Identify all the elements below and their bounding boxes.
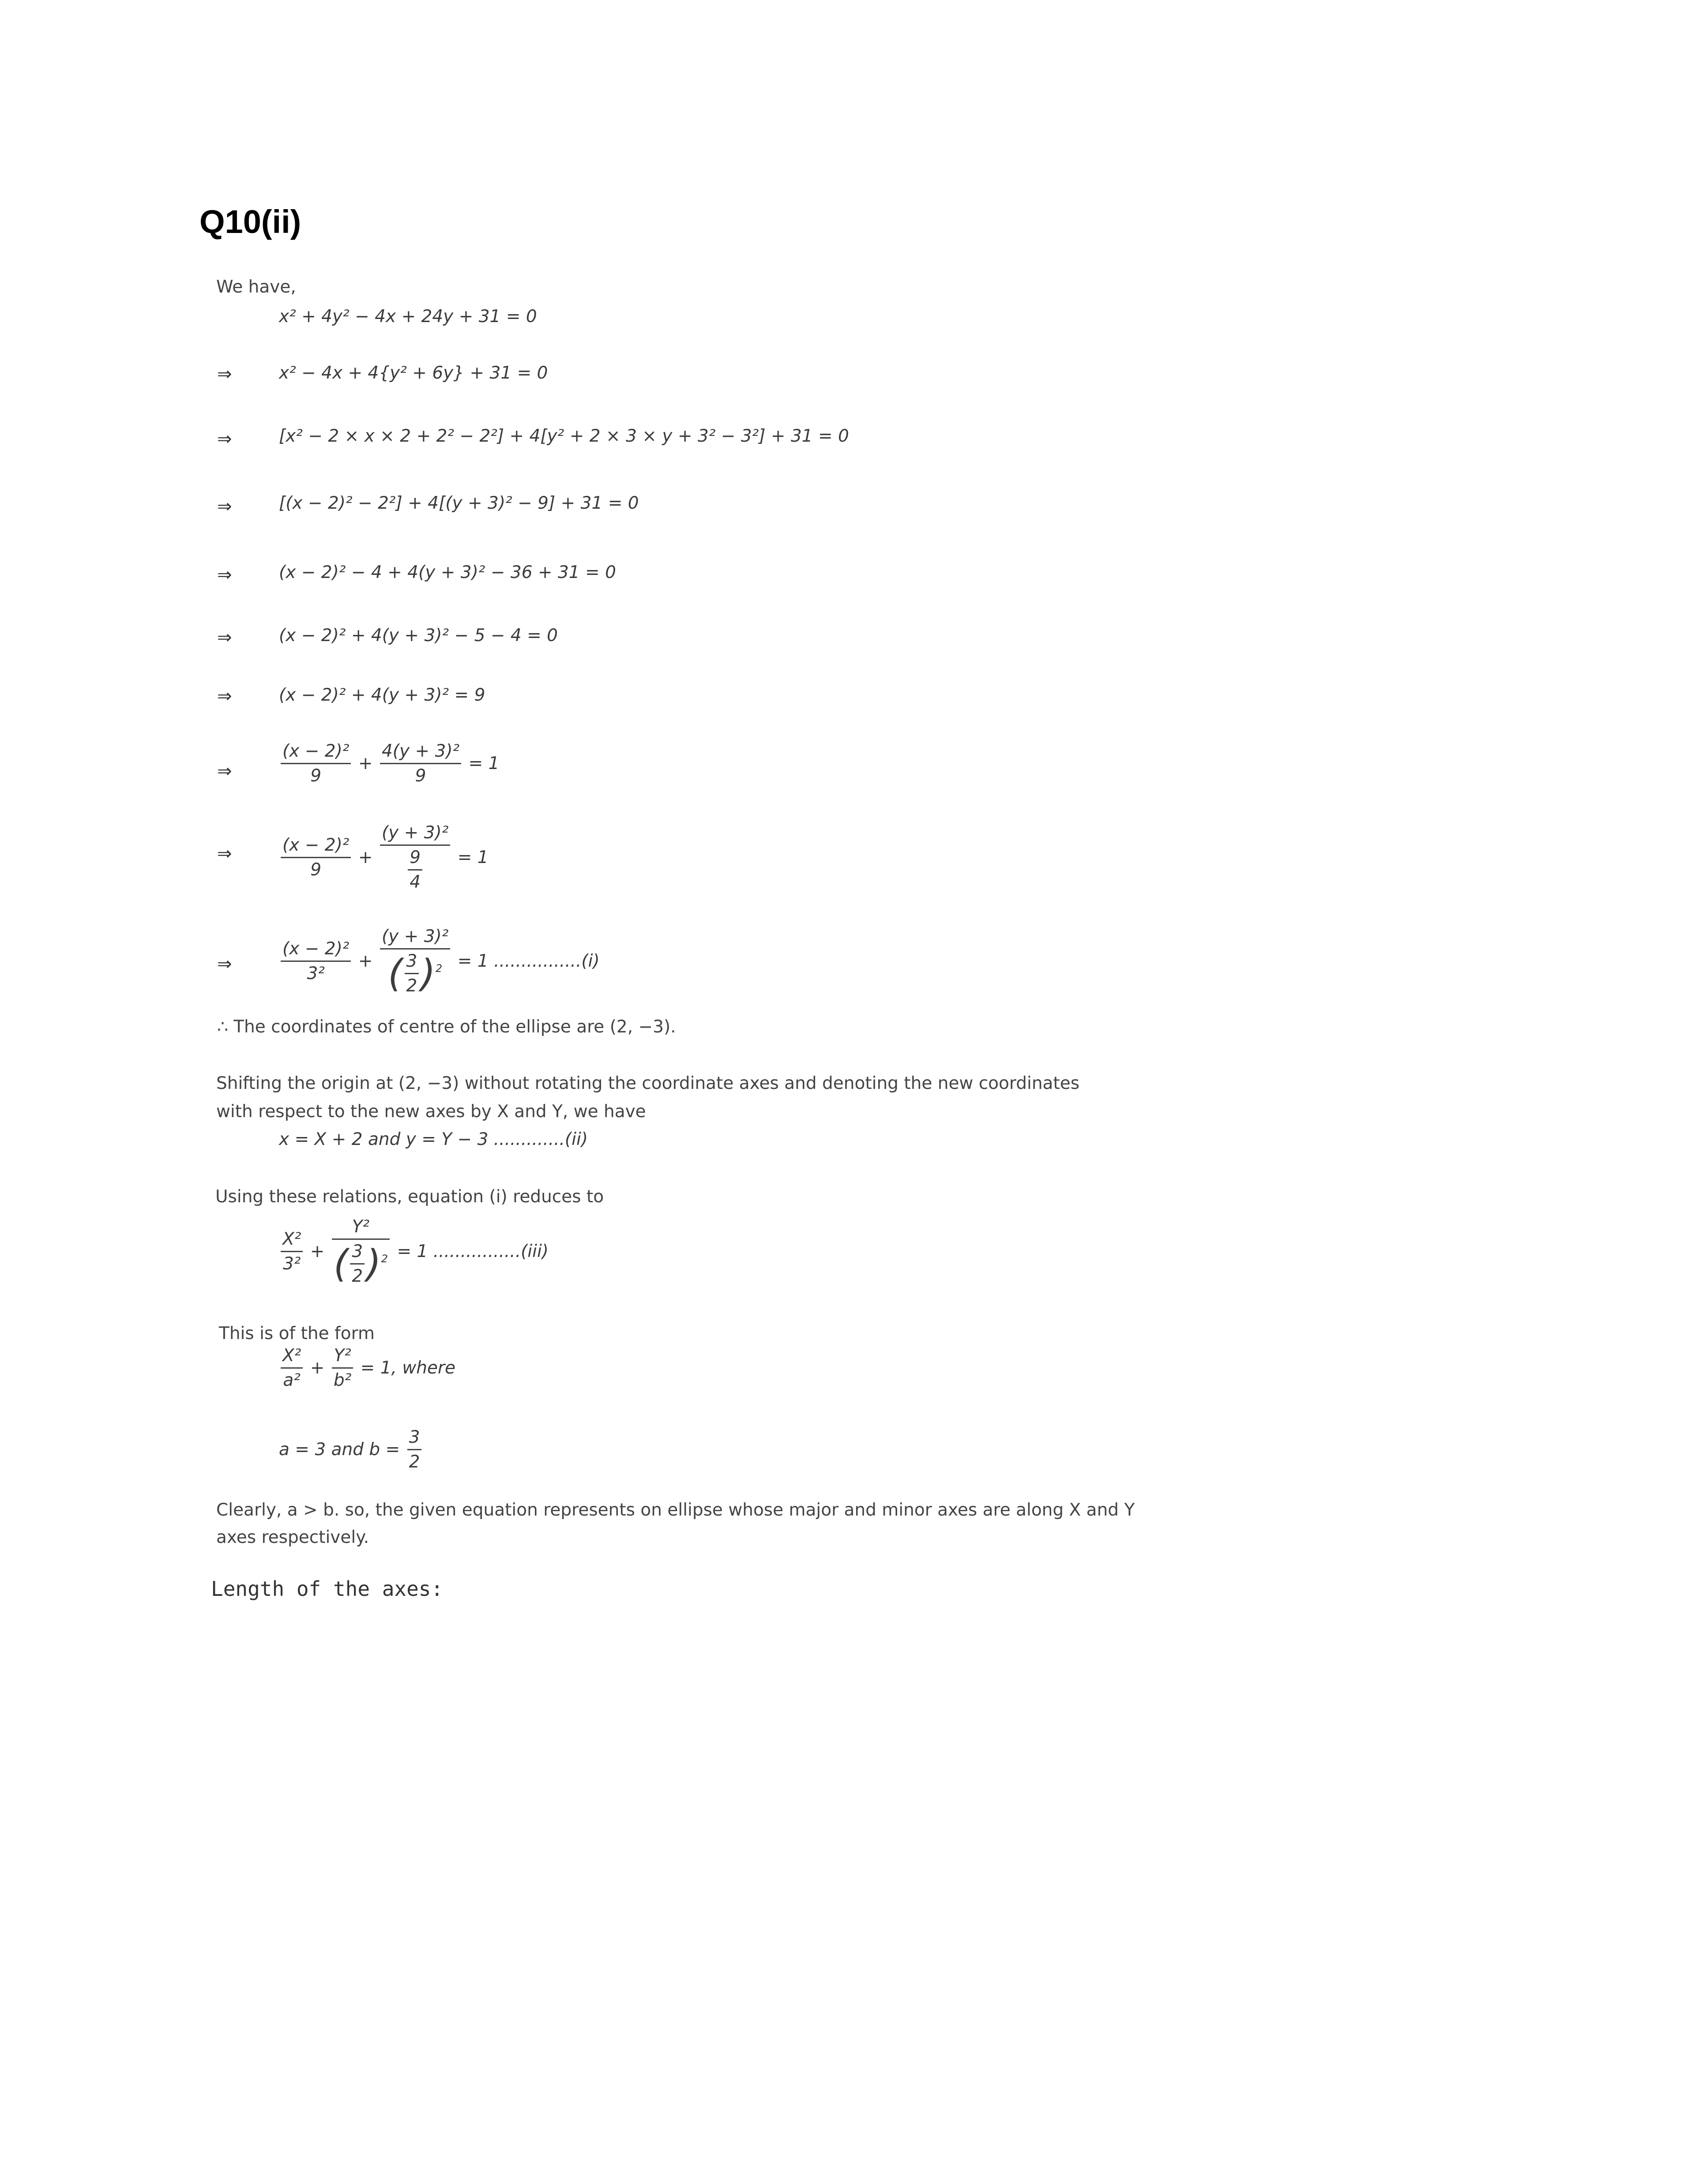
- form-text: This is of the form: [219, 1324, 375, 1343]
- equation-step-1: x² − 4x + 4{y² + 6y} + 31 = 0: [279, 363, 548, 383]
- equation-step-2: [x² − 2 × x × 2 + 2² − 2²] + 4[y² + 2 × 3 × y + 3² − 3²] + 31 = 0: [279, 426, 849, 446]
- implies-arrow-8: ⇒: [217, 844, 232, 864]
- fraction: Y² ( $\frac{3}{2}$ )$^2$: [332, 1217, 390, 1286]
- using-relations-text: Using these relations, equation (i) reduces to: [215, 1187, 604, 1207]
- nested-fraction: $\frac{9}{4}$: [408, 848, 422, 892]
- shift-line-2: with respect to the new axes by X and Y, we have: [216, 1102, 646, 1122]
- equation-step-4: (x − 2)² − 4 + 4(y + 3)² − 36 + 31 = 0: [279, 563, 616, 582]
- question-title: Q10(ii): [199, 203, 301, 240]
- implies-arrow-6: ⇒: [217, 686, 232, 706]
- fraction: $\frac{\text{(y + 3)²}}{\frac{9}{4}}$: [380, 823, 450, 892]
- standard-form-equation: $\frac{\text{X²}}{\text{a²}}$ + $\frac{\text{Y²}}{\text{b²}}$ = 1, where: [279, 1346, 455, 1390]
- equation-given: x² + 4y² − 4x + 24y + 31 = 0: [279, 307, 537, 326]
- fraction: $\frac{\text{X²}}{\text{3²}}$: [281, 1229, 303, 1274]
- fraction: $\frac{\text{(x − 2)²}}{\text{3²}}$: [281, 939, 351, 983]
- fraction: $\frac{\text{Y²}}{\text{b²}}$: [332, 1346, 353, 1390]
- fraction: $\frac{\text{(x − 2)²}}{9}$: [281, 835, 351, 880]
- equation-step-6: (x − 2)² + 4(y + 3)² = 9: [279, 685, 485, 705]
- parenthesized-fraction: ( $\frac{3}{2}$ )$^2$: [388, 951, 443, 996]
- implies-arrow-9: ⇒: [217, 954, 232, 974]
- fraction: $\frac{3}{2}$: [407, 1427, 422, 1472]
- clearly-line-2: axes respectively.: [216, 1527, 369, 1547]
- intro-text: We have,: [216, 277, 296, 297]
- shift-equation: x = X + 2 and y = Y − 3 .............(ii): [279, 1130, 588, 1149]
- implies-arrow-1: ⇒: [217, 364, 232, 384]
- clearly-line-1: Clearly, a > b. so, the given equation represents on ellipse whose major and minor axes are along X and Y: [216, 1500, 1135, 1520]
- fraction: $\frac{\text{4(y + 3)²}}{9}$: [380, 741, 461, 786]
- fraction: $\frac{\text{X²}}{\text{a²}}$: [281, 1346, 303, 1390]
- equation-step-7: $\frac{\text{(x − 2)²}}{9}$ + $\frac{\text{4(y + 3)²}}{9}$ = 1: [279, 741, 499, 786]
- reduced-equation: $\frac{\text{X²}}{\text{3²}}$ + Y² ( $\frac{3}{2}$ )$^2$ = 1 ................(iii): [279, 1217, 549, 1286]
- implies-arrow-5: ⇒: [217, 627, 232, 648]
- implies-arrow-7: ⇒: [217, 761, 232, 781]
- centre-statement: ∴ The coordinates of centre of the ellipse are (2, −3).: [217, 1017, 676, 1037]
- a-b-values: a = 3 and b = $\frac{3}{2}$: [279, 1427, 423, 1472]
- shift-line-1: Shifting the origin at (2, −3) without rotating the coordinate axes and denoting the new coordinates: [216, 1073, 1080, 1093]
- equation-step-8: $\frac{\text{(x − 2)²}}{9}$ + $\frac{\text{(y + 3)²}}{\frac{9}{4}}$ = 1: [279, 823, 489, 892]
- equation-step-5: (x − 2)² + 4(y + 3)² − 5 − 4 = 0: [279, 626, 558, 645]
- implies-arrow-3: ⇒: [217, 496, 232, 517]
- equation-step-3: [(x − 2)² − 2²] + 4[(y + 3)² − 9] + 31 = 0: [279, 493, 639, 513]
- implies-arrow-4: ⇒: [217, 565, 232, 585]
- parenthesized-fraction: ( $\frac{3}{2}$ )$^2$: [333, 1242, 388, 1286]
- fraction: $\frac{\text{(x − 2)²}}{9}$: [281, 741, 351, 786]
- equation-step-9: $\frac{\text{(x − 2)²}}{\text{3²}}$ + (y + 3)² ( $\frac{3}{2}$ )$^2$ = 1 ................(i): [279, 927, 600, 996]
- implies-arrow-2: ⇒: [217, 429, 232, 449]
- fraction: (y + 3)² ( $\frac{3}{2}$ )$^2$: [380, 927, 450, 996]
- length-of-axes-heading: Length of the axes:: [211, 1577, 444, 1601]
